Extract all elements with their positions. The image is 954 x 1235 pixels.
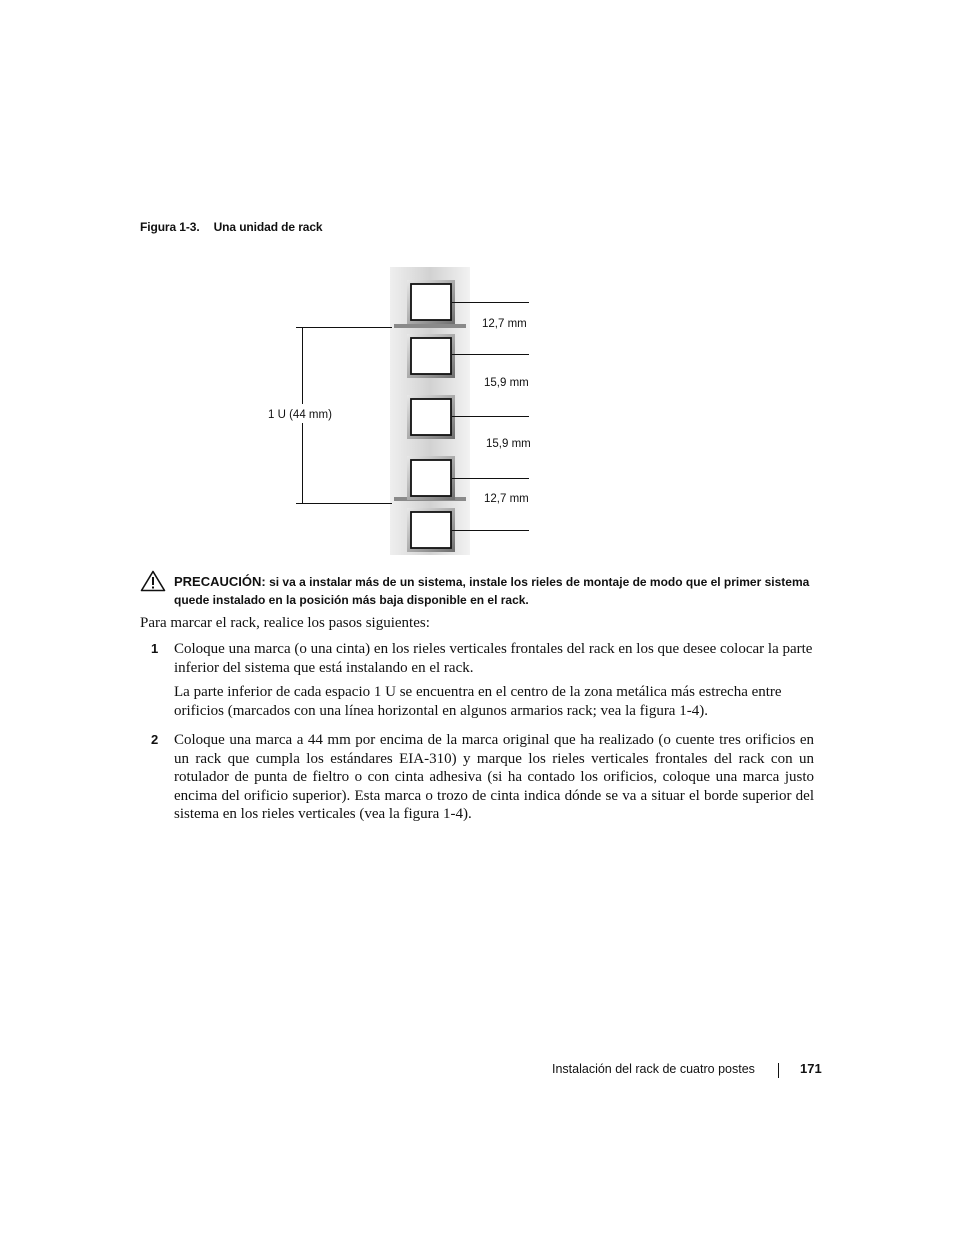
page-number: 171 xyxy=(800,1061,822,1076)
caution-label: PRECAUCIÓN: xyxy=(174,574,266,589)
caution-line-1 xyxy=(174,573,809,591)
unit-boundary-mark-top xyxy=(394,324,466,328)
caution-text-1: si va a instalar más de un sistema, instale los rieles de montaje de modo que el primer sistema xyxy=(269,575,810,589)
figure-label: Figura 1-3. xyxy=(140,220,200,234)
footer-section-title: Instalación del rack de cuatro postes xyxy=(552,1062,755,1076)
step-2-text: Coloque una marca a 44 mm por encima de la marca original que ha realizado (o cuente tres orificios en un rack que cumpla los estándares EIA-310) y marque los rieles verticales frontales del rack con un rotulador de punta de fieltro o con cinta adhesiva (si ha contado los orificios, coloque una marca justo encima del orificio superior). Esta marca o trozo de cinta indica dónde se va a situar el borde superior del sistema en los rieles verticales (vea la figura 1-4). xyxy=(174,732,814,823)
unit-height-label: 1 U (44 mm) xyxy=(268,409,332,421)
intro-paragraph: Para marcar el rack, realice los pasos siguientes: xyxy=(140,615,430,631)
spacing-label-3: 15,9 mm xyxy=(486,438,531,450)
rack-hole-3 xyxy=(407,395,455,439)
step-number-1: 1 xyxy=(151,641,159,656)
figure-caption xyxy=(140,220,323,234)
spacing-label-2: 15,9 mm xyxy=(484,377,529,389)
step-number-2: 2 xyxy=(151,732,159,747)
rack-unit-diagram xyxy=(260,262,550,562)
figure-title: Una unidad de rack xyxy=(213,220,323,234)
step-1-text: Coloque una marca (o una cinta) en los rieles verticales frontales del rack en los que desee colocar la parte inferior del sistema que está instalando en el rack. xyxy=(174,641,813,676)
rack-hole-1 xyxy=(407,280,455,324)
step-1-note: La parte inferior de cada espacio 1 U se encuentra en el centro de la zona metálica más estrecha entre orificios (marcados con una línea horizontal en algunos armarios rack; vea la figura 1-4). xyxy=(174,684,782,719)
caution-text-2: quede instalado en la posición más baja disponible en el rack. xyxy=(174,593,529,607)
rack-hole-4 xyxy=(407,456,455,500)
rack-hole-5 xyxy=(407,508,455,552)
footer-separator xyxy=(778,1063,779,1078)
spacing-label-1: 12,7 mm xyxy=(482,318,527,330)
rack-hole-2 xyxy=(407,334,455,378)
warning-triangle-icon xyxy=(140,570,166,592)
spacing-label-4: 12,7 mm xyxy=(484,493,529,505)
